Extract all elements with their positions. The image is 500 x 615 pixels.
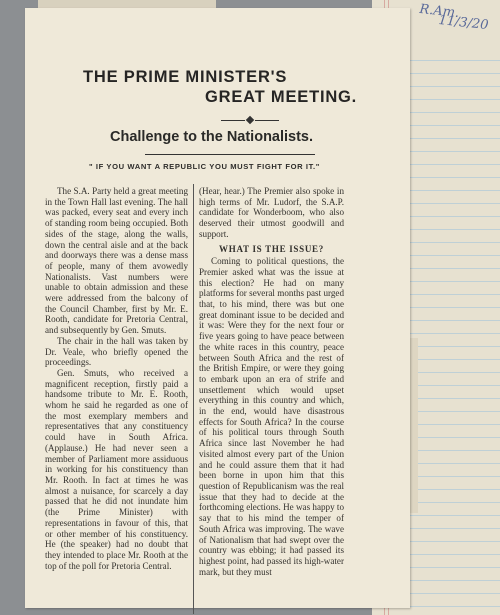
- paragraph: (Hear, hear.) The Premier also spoke in high terms of Mr. Ludorf, the S.A.P. candidate for Wonderboom, who also deserved their utmost goodwill and support.: [199, 186, 344, 239]
- newspaper-clipping: [25, 8, 410, 608]
- section-heading: WHAT IS THE ISSUE?: [219, 243, 324, 254]
- subheadline-rule: [145, 154, 315, 155]
- paragraph: The chair in the hall was taken by Dr. Veale, who briefly opened the proceedings.: [45, 335, 188, 368]
- ornament-divider: [221, 117, 281, 125]
- top-clipping-edge: [38, 0, 216, 8]
- handwritten-note-initials: R.Am.: [418, 1, 460, 22]
- headline-line-1: THE PRIME MINISTER'S: [83, 68, 288, 86]
- handwritten-note: [416, 2, 500, 50]
- right-column: [199, 186, 344, 577]
- handwritten-note-date: 11/3/20: [437, 12, 490, 34]
- column-divider: [193, 184, 194, 614]
- pull-quote: " IF YOU WANT A REPUBLIC YOU MUST FIGHT FOR IT.": [89, 162, 320, 171]
- paragraph: The S.A. Party held a great meeting in the Town Hall last evening. The hall was packed, every seat and every inch of standing room being occupied. Both sides of the stage, along the walls, down the central aisle and at the back and doorways there was a dense mass of people, many of them avowedly Nationalists. Vast numbers were unable to obtain admission and these were addressed from the balcony of the Council Chamber, first by Mr. E. Rooth, candidate for Pretoria Central, and subsequently by Gen. Smuts.: [45, 186, 188, 336]
- subheadline: Challenge to the Nationalists.: [110, 129, 314, 145]
- paragraph: Gen. Smuts, who received a magnificent reception, firstly paid a handsome tribute to Mr. E. Rooth, whom he said he regarded as one of the most exemplary members and representatives that any constituency could have in South Africa. (Applause.) He had never seen a member of Parliament more assiduous in working for his constituency than Mr. Rooth. In fact at times he was almost a nuisance, for scarcely a day passed that he did not inundate him (the Prime Minister) with representations in favour of this, that or other member of his constituency. He (the speaker) had no doubt that they intended to place Mr. Rooth at the top of the poll for Pretoria Central.: [45, 367, 188, 571]
- left-column: [45, 186, 188, 571]
- headline-line-2: GREAT MEETING.: [205, 88, 358, 106]
- paragraph: Coming to political questions, the Premier asked what was the issue at this election? He had on many platforms for several months past urged that, to his mind, there was but one great dominant issue to be decided and it was: Were they for the next four or five years going to have peace between the white races in this country, peace between South Africa and the rest of the British Empire, or were they going to embark upon an era of strife and unsettlement which would upset everything in this country and which, in the end, would have disastrous effects for South Africa? In the course of his political tours through South Africa since last November he had visited almost every part of the Union and he could assure them that it had been borne in upon him that this question of Republicanism was the real issue that they had to decide at the forthcoming elections. He was happy to say that to his mind the temper of South Africa was improving. The wave of Nationalism that had swept over the country was ebbing; it had passed its highest point, had passed its high-water mark, but they must: [199, 256, 344, 577]
